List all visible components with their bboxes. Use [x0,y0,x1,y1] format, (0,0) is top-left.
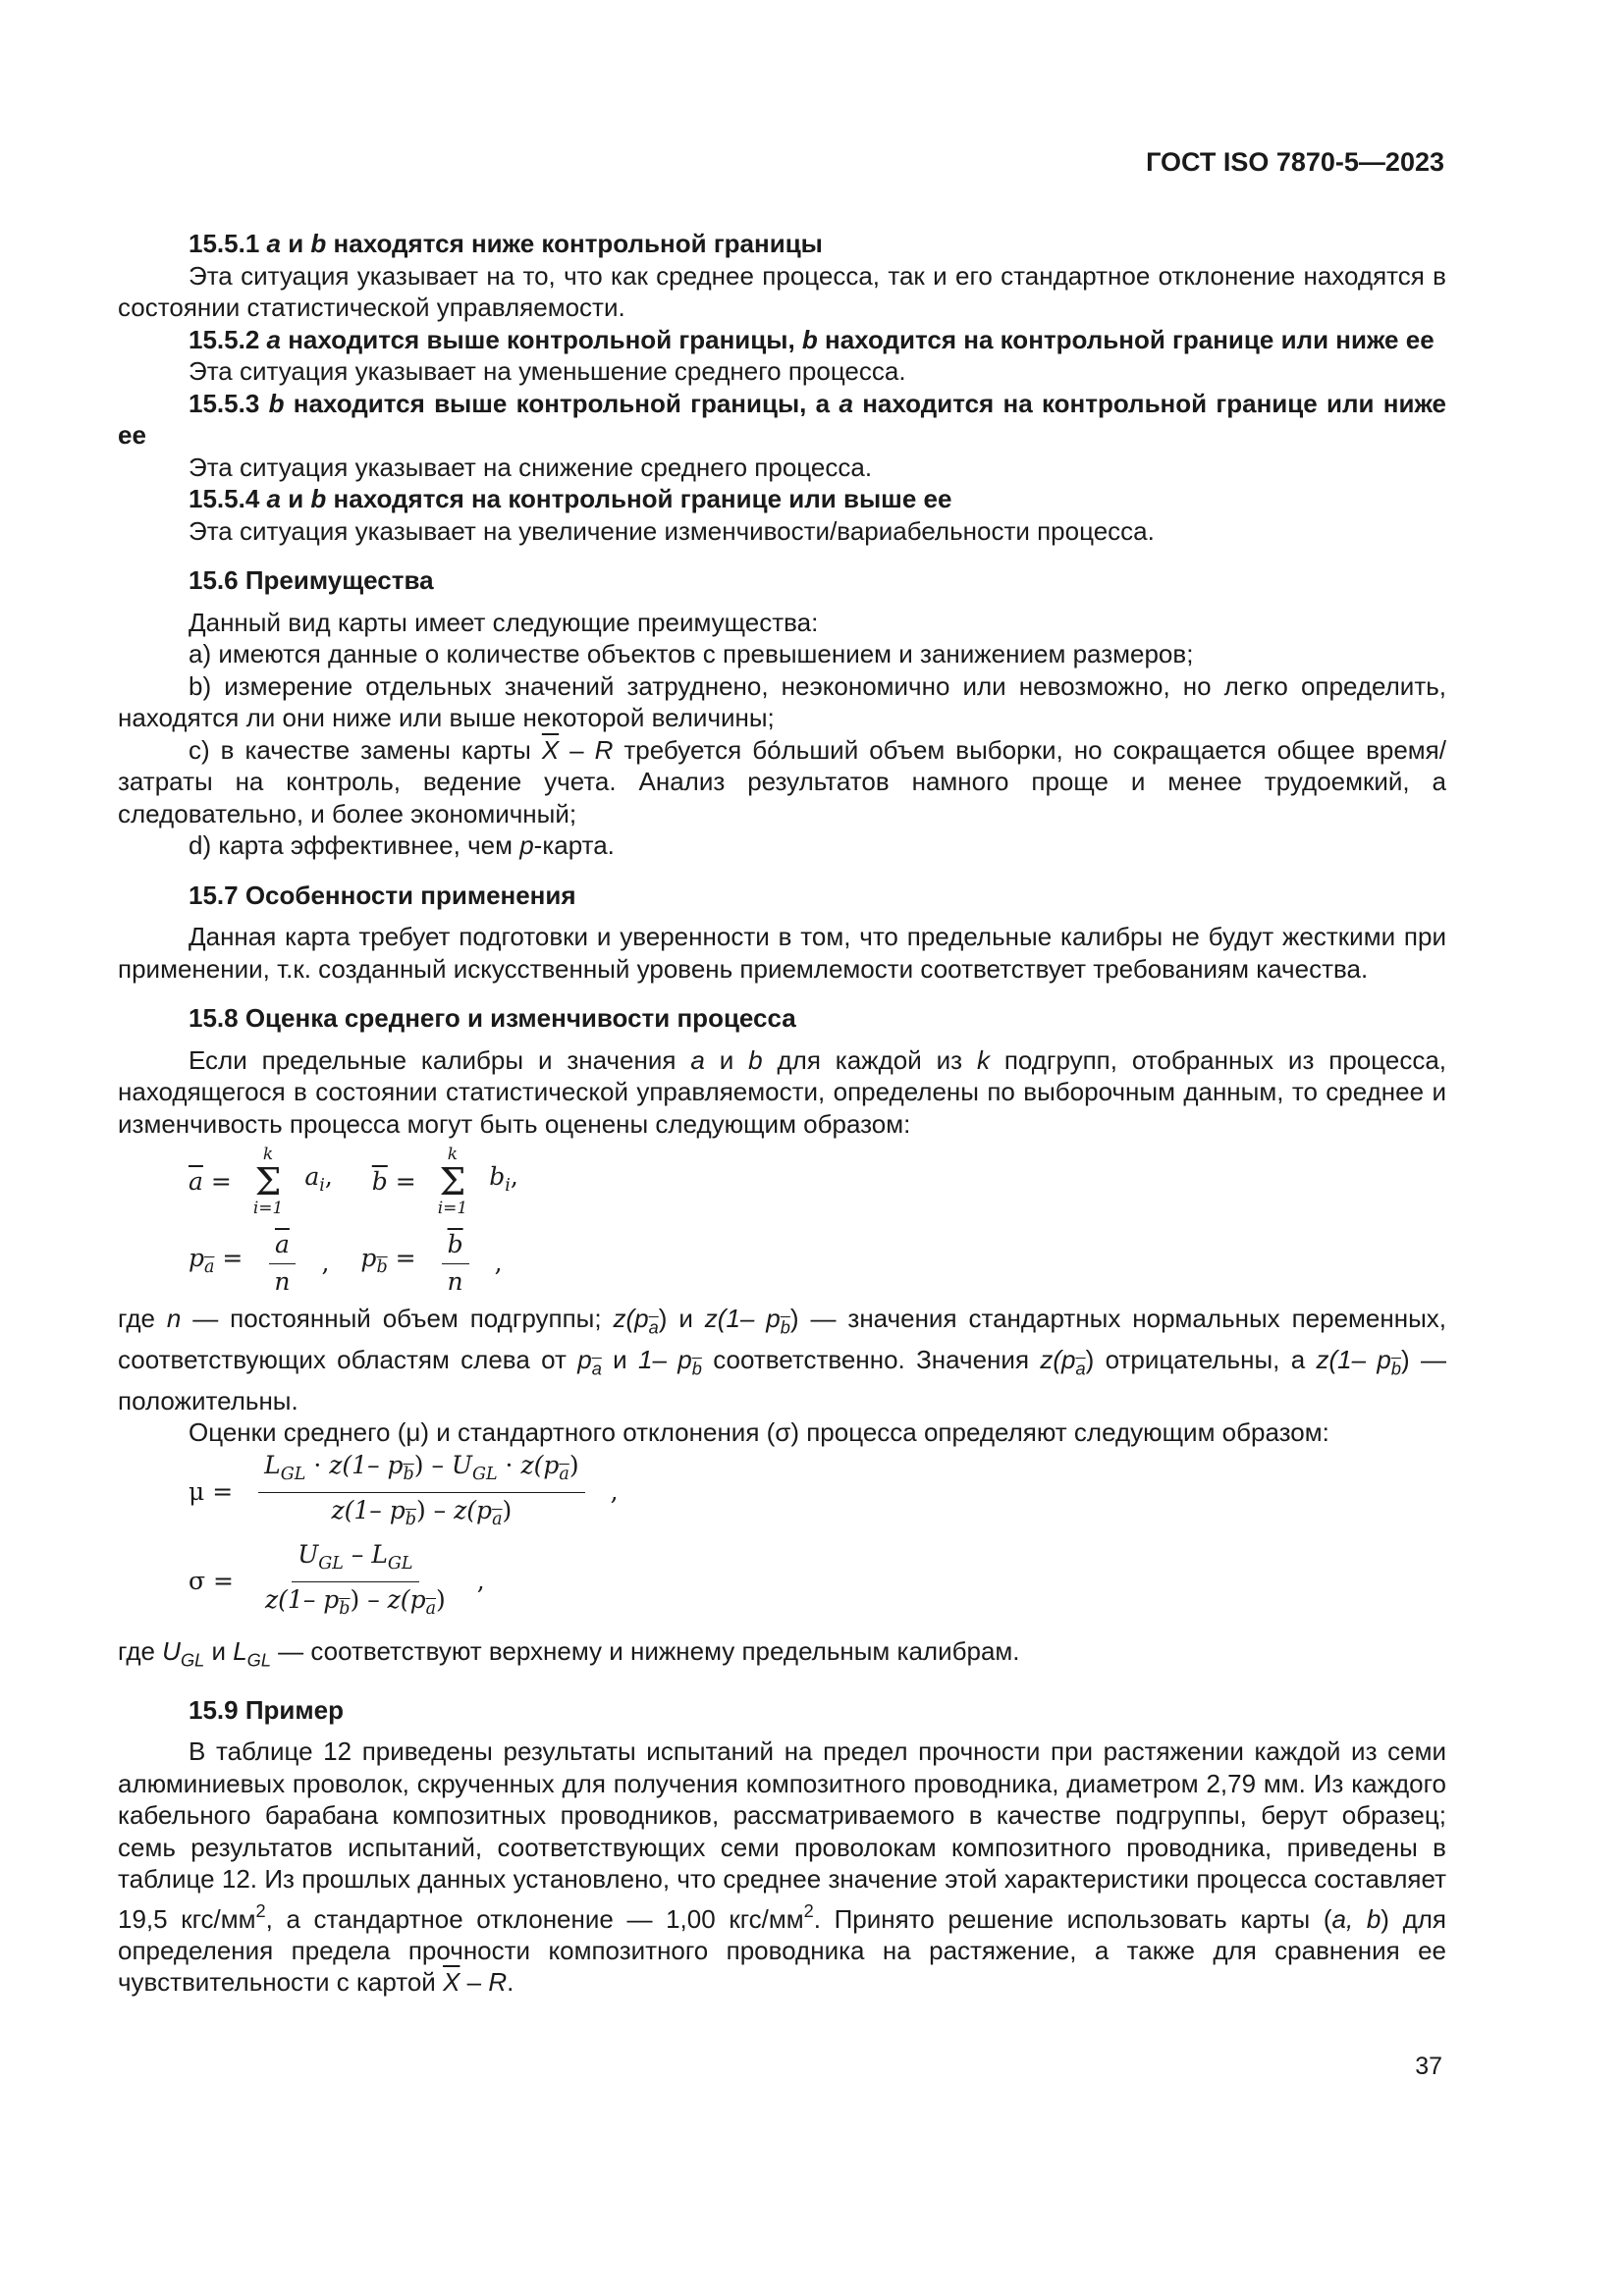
clause-15-5-1-heading: 15.5.1 a и b находятся ниже контрольной границы [189,229,823,258]
section-15-8-text: Если предельные калибры и значения a и b для каждой из k подгрупп, отобранных из процесса, находящегося в состоянии статистической управляемости, определены по выборочным данным, то среднее и изменчивость процесса могут быть оценены следующим образом: [118,1044,1446,1139]
advantage-d: d) карта эффективнее, чем p-карта. [189,830,615,860]
where-n-text: где n — постоянный объем подгруппы; $z(p_{\overline{a}})$ и z(1– $p_{\overline{b}}$) — значения стандартных нормальных переменных, соответствующих областям слева от $p_{\overline{a}}$ и 1– $p_{\overline{b}}$ соответственно. Значения $z(p_{\overline{a}})$ отрицательны, а z(1– $p_{\overline{b}}$) — положительны. [118,1304,1447,1415]
advantage-a: a) имеются данные о количестве объектов с превышением и занижением размеров; [189,639,1194,668]
clause-15-5-4-heading: 15.5.4 a и b находятся на контрольной границе или выше ее [189,484,952,513]
page-number: 37 [1415,2053,1442,2080]
clause-15-5-2-text: Эта ситуация указывает на уменьшение среднего процесса. [189,356,906,386]
advantages-intro: Данный вид карты имеет следующие преимущества: [189,607,819,637]
where-gauges-text: где $U_{GL}$ и $L_{GL}$ — соответствуют верхнему и нижнему предельным калибрам. [118,1635,1020,1671]
formula-sigma: σ = $\frac{U_{GL} - L_{GL}}{z(1- p_{\overline{b}}) - z(p_{\overline{a}})}$ , [189,1539,485,1620]
section-15-8-heading: 15.8 Оценка среднего и изменчивости процесса [189,1003,796,1033]
section-15-6-heading: 15.6 Преимущества [189,565,434,595]
section-15-7-heading: 15.7 Особенности применения [189,880,576,910]
clause-15-5-2-heading: 15.5.2 a находится выше контрольной границы, b находится на контрольной границе или ниже ее [189,324,1435,354]
formula-sums: $\overline{a}$ = k Σ i=1 $a_i$, $\overline{b}$ = k Σ i=1 $b_i$, [189,1145,518,1218]
clause-15-5-3-text: Эта ситуация указывает на снижение среднего процесса. [189,452,873,482]
page-content [118,228,1446,1999]
clause-15-5-1-text: Эта ситуация указывает на то, что как среднее процесса, так и его стандартное отклонение находятся в состоянии статистической управляемости. [118,260,1446,322]
estimates-intro: Оценки среднего (μ) и стандартного отклонения (σ) процесса определяют следующим образом: [189,1417,1329,1448]
advantage-b: b) измерение отдельных значений затруднено, неэкономично или невозможно, но легко определить, находятся ли они ниже или выше некоторой величины; [118,670,1446,732]
formula-mu: μ = $\frac{L_{GL} \cdot z(1- p_{\overline{b}}) - U_{GL} \cdot z(p_{\overline{a}})}{z(1- p_{\overline{b}}) - z(p_{\overline{a}})}$ , [189,1450,619,1530]
document-id-header: ГОСТ ISO 7870-5—2023 [1146,147,1444,177]
section-15-9-text: В таблице 12 приведены результаты испытаний на предел прочности при растяжении каждой из семи алюминиевых проволок, скрученных для получения композитного проводника, диаметром 2,79 мм. Из каждого кабельного барабана композитных проводников, рассматриваемого в качестве подгруппы, берут образец; семь результатов испытаний, соответствующих семи проволокам композитного проводника, приведены в таблице 12. Из прошлых данных установлено, что среднее значение этой характеристики процесса составляет 19,5 кгс/$мм^2$, а стандартное отклонение — 1,00 кгс/$мм^2$. Принято решение использовать карты (a, b) для определения предела прочности композитного проводника на растяжение, а также для сравнения ее чувствительности с картой $\overline{X}$ – R. [118,1736,1446,1998]
section-15-9-heading: 15.9 Пример [189,1694,344,1725]
clause-15-5-4-text: Эта ситуация указывает на увеличение изменчивости/вариабельности процесса. [189,515,1155,546]
section-15-7-text: Данная карта требует подготовки и уверенности в том, что предельные калибры не будут жесткими при применении, т.к. созданный искусственный уровень приемлемости соответствует требованиям качества. [118,922,1446,984]
advantage-c: c) в качестве замены карты $\overline{X}$ – R требуется бо́льший объем выборки, но сокращается общее время/затраты на контроль, ведение учета. Анализ результатов намного проще и менее трудоемкий, а следовательно, и более экономичный; [118,734,1446,828]
clause-15-5-3-heading: 15.5.3 b находится выше контрольной границы, а a находится на контрольной границе или ниже ее [118,388,1447,450]
formula-proportions: $p_{\overline{a}}$ = $\frac{\overline{a}}{n}$ , $p_{\overline{b}}$ = $\frac{\overline{b}}{n}$ , [189,1230,503,1296]
